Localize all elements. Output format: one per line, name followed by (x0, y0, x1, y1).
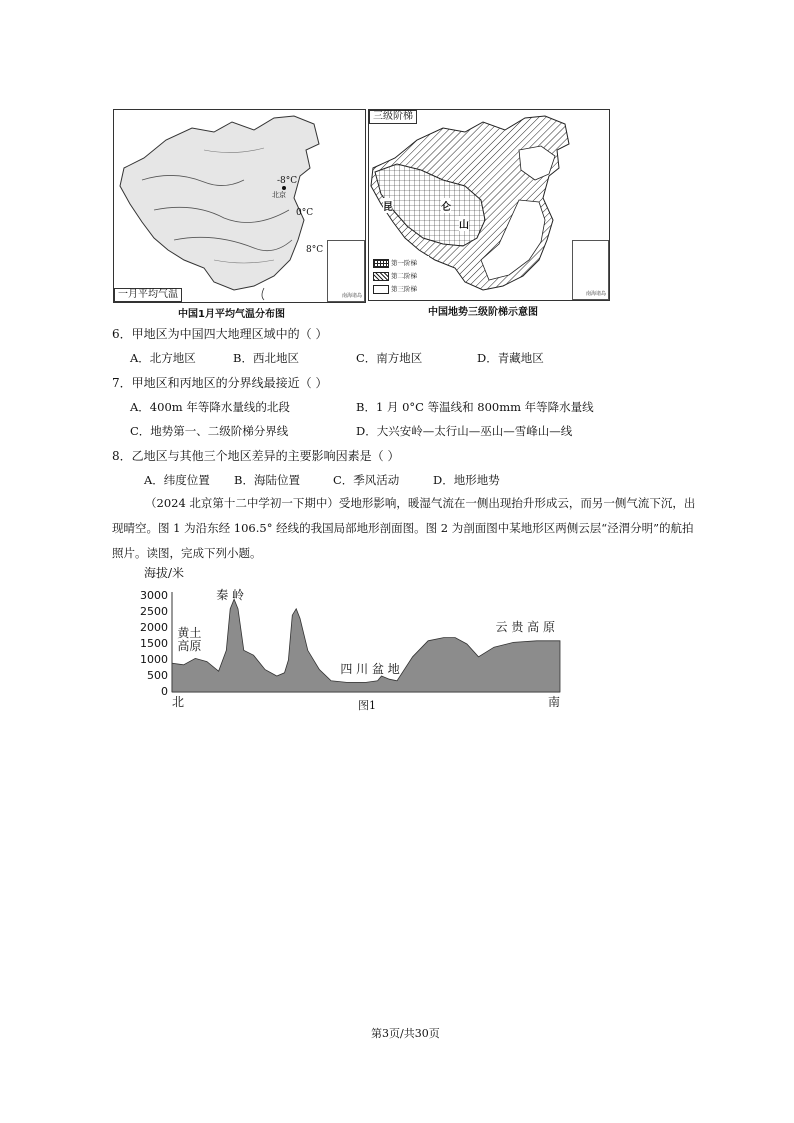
south-china-sea-inset-2 (572, 240, 609, 300)
mountain-label-lun: 仑 (441, 198, 451, 213)
profile-annotation: 高原 (177, 639, 202, 654)
question-7-stem: 7．甲地区和丙地区的分界线最接近（ ） (112, 376, 328, 390)
question-8-stem: 8．乙地区与其他三个地区差异的主要影响因素是（ ） (112, 449, 400, 463)
mountain-label-kun: 昆 (383, 198, 393, 213)
map2-caption: 中国地势三级阶梯示意图 (428, 307, 538, 318)
inset-note: 南海诸岛 (341, 293, 362, 299)
q6-option-c: C．南方地区 (356, 351, 423, 365)
profile-annotation: 黄土 (177, 626, 202, 641)
legend-step-2: 第二阶梯 (373, 271, 417, 281)
map-january-temperature (113, 109, 366, 303)
q6-option-a: A．北方地区 (130, 351, 196, 365)
page-footer: 第3页/共30页 (371, 1027, 440, 1040)
q7-option-a: A．400m 年等降水量线的北段 (130, 400, 290, 414)
profile-annotation: 秦 岭 (216, 588, 245, 602)
y-axis-label: 海拔/米 (144, 566, 185, 580)
q8-option-b: B．海陆位置 (234, 473, 300, 487)
passage-text: （2024 北京第十二中学初一下期中）受地形影响，暖湿气流在一侧出现抬升形成云，而另一侧气流下沉，出现晴空。图 1 为沿东经 106.5° 经线的我国局部地形剖面图。图 2 为剖面图中某地形区两侧云层“泾渭分明”的航拍照片。读图，完成下列小题。 (112, 496, 696, 560)
terrain-profile-area (172, 599, 560, 692)
legend-swatch-hatch (373, 272, 389, 281)
map-tag-temperature: 一月平均气温 (114, 288, 182, 302)
profile-figure (112, 562, 592, 722)
q6-option-b: B．西北地区 (233, 351, 299, 365)
isotherm-label-minus8: -8°C (277, 176, 298, 186)
q7-option-d: D．大兴安岭—太行山—巫山—雪峰山—线 (356, 424, 573, 438)
mountain-label-shan: 山 (459, 216, 469, 231)
map1-caption: 中国1月平均气温分布图 (178, 309, 285, 320)
inset-note-2: 南海诸岛 (585, 291, 606, 297)
y-tick-label: 0 (161, 685, 168, 698)
y-tick-label: 3000 (140, 589, 168, 602)
q8-option-c: C．季风活动 (333, 473, 400, 487)
y-tick-label: 2000 (140, 621, 168, 634)
q8-option-a: A．纬度位置 (144, 473, 210, 487)
map-tag-terrain: 三级阶梯 (369, 110, 417, 124)
y-tick-label: 500 (147, 669, 168, 682)
profile-annotation: 云 贵 高 原 (495, 620, 555, 634)
legend-step-1: 第一阶梯 (373, 258, 417, 268)
q6-option-d: D．青藏地区 (477, 351, 544, 365)
y-tick-label: 2500 (140, 605, 168, 618)
y-tick-label: 1500 (140, 637, 168, 650)
isotherm-label-0: 0°C (296, 208, 314, 218)
map-terrain-steps (368, 109, 610, 301)
q7-option-c: C．地势第一、二级阶梯分界线 (130, 424, 289, 438)
legend-swatch-grid (373, 259, 389, 268)
profile-annotation: 四 川 盆 地 (340, 661, 400, 676)
south-china-sea-inset (327, 240, 365, 302)
legend-step-3: 第三阶梯 (373, 284, 417, 294)
x-end-label: 南 (548, 695, 561, 709)
y-tick-label: 1000 (140, 653, 168, 666)
city-label-beijing: 北京 (272, 191, 286, 199)
q8-option-d: D．地形地势 (433, 473, 500, 487)
x-start-label: 北 (172, 695, 185, 709)
terrain-legend (371, 256, 429, 298)
figure-1-label: 图1 (358, 699, 376, 712)
question-6-stem: 6．甲地区为中国四大地理区域中的（ ） (112, 327, 328, 341)
isotherm-label-8: 8°C (306, 245, 324, 255)
q7-option-b: B．1 月 0°C 等温线和 800mm 年等降水量线 (356, 400, 594, 414)
legend-swatch-blank (373, 285, 389, 294)
